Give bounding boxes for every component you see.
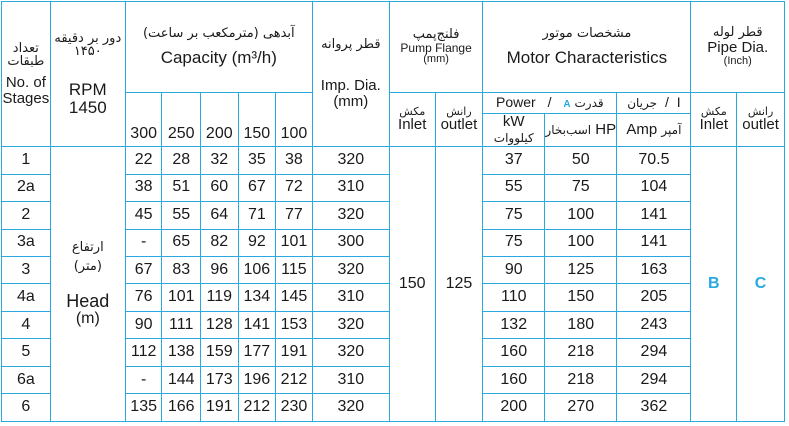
capacity-col-100: 100 [276,92,313,146]
stages-header [2,2,51,147]
head-cell: 67 [238,174,276,201]
header-row-main [2,2,785,93]
head-label-fa: ارتفاع [71,239,104,255]
hp-cell: 50 [545,147,617,174]
hp-cell: 100 [545,202,617,229]
head-cell: 135 [125,394,162,422]
hp-cell: 218 [545,366,617,393]
imp-dia-cell: 310 [312,366,389,393]
kw-label-en: kW [502,113,525,131]
head-cell: 173 [201,366,239,393]
motor-header-fa: مشخصات موتور [542,26,632,42]
head-cell: 90 [125,311,162,338]
head-cell: 38 [125,174,162,201]
kw-cell: 90 [483,257,545,284]
head-cell: - [125,366,162,393]
amp-cell: 205 [617,284,691,311]
capacity-col-150: 150 [238,92,276,146]
amp-cell: 70.5 [617,147,691,174]
kw-cell: 75 [483,229,545,256]
head-cell: 212 [276,366,313,393]
head-cell: 55 [162,202,201,229]
amp-cell: 294 [617,366,691,393]
imp-dia-cell: 320 [312,394,389,422]
amp-cell: 163 [617,257,691,284]
rpm-value-en: 1450 [68,97,107,117]
head-cell: 101 [162,284,201,311]
pump-flange-header [389,2,482,93]
pipe-outlet-en: outlet [742,116,779,134]
imp-dia-cell: 310 [312,284,389,311]
amp-cell: 141 [617,202,691,229]
pipe-header-unit: (Inch) [723,54,752,67]
current-label-en: I [676,94,681,111]
stages-header-en: No. of Stages [2,73,50,107]
power-slash: / [547,94,552,111]
head-cell: 28 [162,147,201,174]
current-slash: / [664,94,669,111]
head-cell: 22 [125,147,162,174]
amp-cell: 243 [617,311,691,338]
stage-cell: 2a [2,174,51,201]
head-cell: 111 [162,311,201,338]
head-label-unit: (m) [75,309,100,327]
head-cell: 35 [238,147,276,174]
head-cell: 153 [276,311,313,338]
flange-inlet-value: 150 [389,147,435,422]
head-cell: 115 [276,257,313,284]
power-label-en: Power [496,94,536,111]
stages-header-fa: تعداد طبقات [7,40,45,70]
head-cell: 145 [276,284,313,311]
hp-cell: 75 [545,174,617,201]
kw-cell: 160 [483,366,545,393]
head-cell: 77 [276,202,313,229]
head-cell: 138 [162,339,201,366]
head-cell: 32 [201,147,239,174]
capacity-header-en: Capacity (m³/h) [160,47,277,67]
power-marker-a: A [563,99,571,111]
head-cell: 177 [238,339,276,366]
imp-dia-header-en: Imp. Dia. [320,77,381,95]
head-cell: 38 [276,147,313,174]
head-cell: 106 [238,257,276,284]
head-cell: 96 [201,257,239,284]
head-cell: 230 [276,394,313,422]
head-cell: 82 [201,229,239,256]
head-cell: 128 [201,311,239,338]
capacity-col-300: 300 [125,92,162,146]
imp-dia-header [312,2,389,147]
stage-cell: 4a [2,284,51,311]
rpm-value-fa: ۱۴۵۰ [73,44,102,60]
kw-cell: 160 [483,339,545,366]
head-cell: 51 [162,174,201,201]
power-header [483,92,617,113]
head-label-fa-unit: (متر) [73,259,102,275]
head-cell: 101 [276,229,313,256]
pipe-outlet-value: C [737,147,785,422]
stage-cell: 6 [2,394,51,422]
kw-cell: 110 [483,284,545,311]
pump-flange-header-en: Pump Flange [400,40,472,55]
pipe-header-en: Pipe Dia. [707,38,769,56]
head-cell: 159 [201,339,239,366]
pipe-header-fa: قطر لوله [712,25,763,41]
pipe-outlet-fa: رانش [747,104,774,118]
head-cell: 141 [238,311,276,338]
capacity-header-fa: آبدهی (مترمکعب بر ساعت) [142,26,295,42]
rpm-header [50,2,125,147]
pipe-inlet-en: Inlet [699,116,728,134]
current-header [617,92,691,113]
stage-cell: 1 [2,147,51,174]
head-cell: 64 [201,202,239,229]
stage-cell: 5 [2,339,51,366]
stage-cell: 3 [2,257,51,284]
amp-cell: 362 [617,394,691,422]
imp-dia-cell: 320 [312,202,389,229]
rpm-label-en: RPM [68,79,107,99]
hp-header [545,113,617,146]
stage-cell: 3a [2,229,51,256]
flange-outlet-header [435,92,483,146]
head-cell: 144 [162,366,201,393]
pipe-inlet-fa: مکش [700,104,727,118]
rpm-header-fa: دور بر دقیقه [54,30,122,46]
flange-inlet-header [389,92,435,146]
head-cell: 134 [238,284,276,311]
head-cell: 72 [276,174,313,201]
flange-outlet-value: 125 [435,147,483,422]
capacity-col-250: 250 [162,92,201,146]
hp-cell: 125 [545,257,617,284]
pipe-outlet-header [737,92,785,146]
amp-cell: 141 [617,229,691,256]
head-cell: 212 [238,394,276,422]
power-label-fa: قدرت [574,96,604,111]
amp-label-fa: آمپر [661,123,682,138]
motor-header-en: Motor Characteristics [506,47,668,67]
head-label-en: Head [66,290,110,311]
head-cell: - [125,229,162,256]
pump-flange-header-fa: فلنج‌پمپ [412,26,460,42]
head-cell: 65 [162,229,201,256]
hp-cell: 270 [545,394,617,422]
hp-cell: 150 [545,284,617,311]
pipe-inlet-header [691,92,737,146]
flange-outlet-fa: رانش [446,104,472,118]
kw-cell: 132 [483,311,545,338]
head-cell: 71 [238,202,276,229]
capacity-col-200: 200 [201,92,239,146]
amp-label-en: Amp [626,121,658,139]
head-cell: 191 [201,394,239,422]
kw-cell: 75 [483,202,545,229]
stage-cell: 6a [2,366,51,393]
imp-dia-cell: 310 [312,174,389,201]
head-cell: 166 [162,394,201,422]
hp-label-en: HP [595,121,617,139]
kw-cell: 37 [483,147,545,174]
flange-inlet-fa: مکش [399,104,426,118]
head-cell: 112 [125,339,162,366]
imp-dia-cell: 320 [312,311,389,338]
current-label-fa: جریان [627,96,658,111]
hp-label-fa: اسب‌بخار [545,123,592,138]
imp-dia-cell: 320 [312,339,389,366]
table-row [2,147,785,174]
kw-header [483,113,545,146]
head-cell: 76 [125,284,162,311]
imp-dia-cell: 300 [312,229,389,256]
stage-cell: 2 [2,202,51,229]
pump-spec-table [1,1,785,422]
flange-outlet-en: outlet [440,116,478,134]
head-cell: 83 [162,257,201,284]
head-cell: 191 [276,339,313,366]
amp-cell: 294 [617,339,691,366]
amp-header [617,113,691,146]
pump-flange-unit: (mm) [423,53,449,66]
kw-cell: 55 [483,174,545,201]
kw-label-fa: کیلووات [493,131,534,146]
pipe-inlet-value: B [691,147,737,422]
stage-cell: 4 [2,311,51,338]
hp-cell: 180 [545,311,617,338]
flange-inlet-en: Inlet [398,116,427,134]
head-cell: 60 [201,174,239,201]
head-cell: 196 [238,366,276,393]
head-cell: 67 [125,257,162,284]
imp-dia-header-fa: قطر پروانه [321,37,381,53]
hp-cell: 218 [545,339,617,366]
kw-cell: 200 [483,394,545,422]
head-cell: 45 [125,202,162,229]
pipe-header [691,2,785,93]
imp-dia-unit: (mm) [333,92,369,110]
head-cell: 92 [238,229,276,256]
amp-cell: 104 [617,174,691,201]
head-cell: 119 [201,284,239,311]
imp-dia-cell: 320 [312,147,389,174]
hp-cell: 100 [545,229,617,256]
capacity-header [125,2,312,93]
imp-dia-cell: 320 [312,257,389,284]
motor-header [483,2,691,93]
head-label-cell [50,147,125,422]
